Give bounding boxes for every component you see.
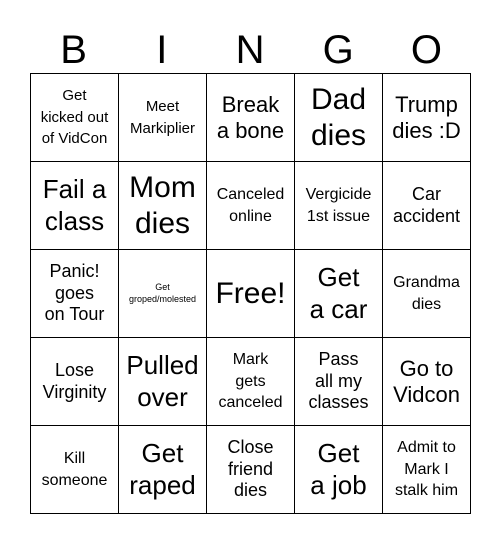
cell-text: Kill someone [41, 449, 108, 489]
cell-text: Mark gets canceled [218, 351, 283, 412]
bingo-cell[interactable] [119, 426, 207, 514]
bingo-cell[interactable] [295, 426, 383, 514]
cell-text: Trump dies :D [392, 92, 461, 143]
cell-text: Get groped/molested [128, 281, 197, 304]
cell-text: Vergicide 1st issue [305, 185, 372, 225]
bingo-cell[interactable] [119, 162, 207, 250]
bingo-cell[interactable] [383, 74, 471, 162]
cell-text: Get a job [310, 438, 367, 500]
bingo-cell[interactable] [383, 250, 471, 338]
cell-text: Get a car [309, 262, 368, 324]
bingo-cell[interactable] [207, 338, 295, 426]
header-letter-i: I [156, 28, 169, 72]
cell-text: Admit to Mark I stalk him [394, 439, 459, 500]
bingo-cell[interactable] [383, 162, 471, 250]
cell-text: Go to Vidcon [393, 356, 460, 407]
bingo-cell[interactable] [119, 74, 207, 162]
bingo-free-cell[interactable] [207, 250, 295, 338]
bingo-header [30, 28, 471, 72]
header-letter-n: N [235, 28, 266, 72]
cell-text: Get raped [129, 438, 196, 500]
bingo-grid [30, 73, 471, 514]
cell-text: Fail a class [42, 174, 107, 236]
cell-text: Grandma dies [393, 273, 460, 313]
cell-text: Close friend dies [227, 437, 274, 501]
cell-text: Free! [215, 276, 286, 310]
bingo-cell[interactable] [207, 74, 295, 162]
cell-text: Meet Markiplier [129, 97, 195, 137]
bingo-cell[interactable] [295, 338, 383, 426]
bingo-cell[interactable] [119, 250, 207, 338]
bingo-cell[interactable] [383, 338, 471, 426]
cell-text: Get kicked out of VidCon [40, 86, 109, 148]
cell-text: Pass all my classes [308, 349, 369, 413]
cell-text: Dad dies [310, 82, 367, 152]
bingo-cell[interactable] [31, 74, 119, 162]
header-letter-o: O [410, 28, 443, 72]
cell-text: Pulled over [126, 350, 199, 412]
bingo-cell[interactable] [207, 162, 295, 250]
bingo-cell[interactable] [295, 74, 383, 162]
bingo-cell[interactable] [31, 162, 119, 250]
bingo-cell[interactable] [295, 250, 383, 338]
cell-text: Car accident [392, 183, 461, 226]
cell-text: Mom dies [129, 170, 196, 240]
bingo-cell[interactable] [295, 162, 383, 250]
bingo-cell[interactable] [383, 426, 471, 514]
bingo-cell[interactable] [207, 426, 295, 514]
cell-text: Lose Virginity [42, 359, 107, 402]
header-letter-b: B [60, 28, 88, 72]
bingo-cell[interactable] [31, 338, 119, 426]
bingo-cell[interactable] [31, 426, 119, 514]
cell-text: Canceled online [216, 185, 285, 225]
bingo-cell[interactable] [31, 250, 119, 338]
bingo-cell[interactable] [119, 338, 207, 426]
cell-text: Panic! goes on Tour [44, 261, 105, 325]
header-letter-g: G [322, 28, 355, 72]
cell-text: Break a bone [216, 92, 285, 143]
